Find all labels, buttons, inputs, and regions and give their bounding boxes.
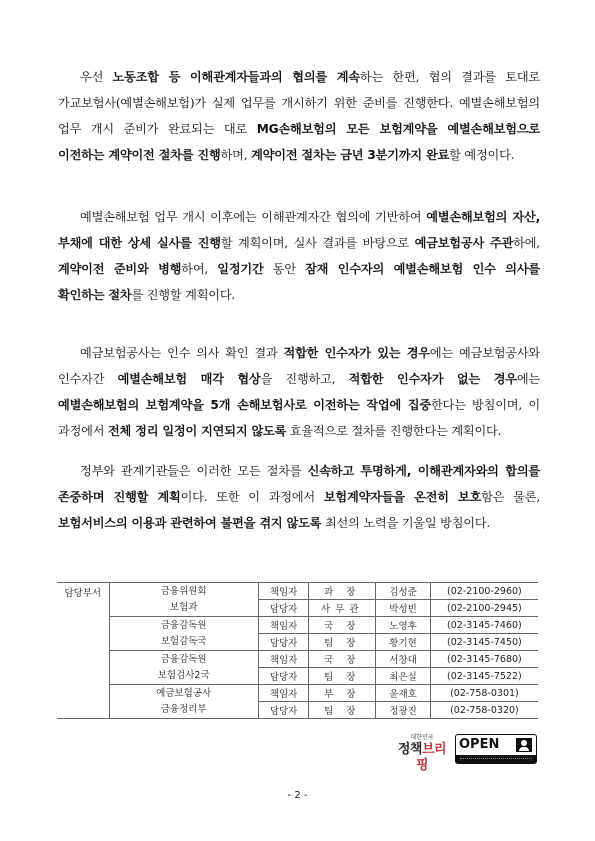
body-text: 함은 물론, (481, 490, 541, 504)
contact-phone: (02-3145-7680) (430, 651, 538, 668)
contact-title: 팀 장 (309, 668, 376, 685)
person-icon (516, 738, 532, 752)
bold-text: 예별손해보험 매각 협상 (117, 372, 261, 386)
paragraph-1 (58, 64, 540, 168)
contact-name: 윤재호 (376, 685, 431, 702)
body-text: 에는 예금보험공사와 인수자간 (58, 346, 540, 386)
page-number: - 2 - (287, 790, 308, 801)
bold-text: 노동조합 등 이해관계자들과의 협의를 계속 (112, 70, 360, 84)
bold-text: 일정기간 (217, 262, 264, 276)
department-label: 담당부서 (57, 583, 109, 719)
organization-line: 금융감독원 (160, 653, 207, 665)
body-text: 정부와 관계기관들은 이러한 모든 절차를 (80, 464, 308, 478)
organization-line: 보험과 (169, 601, 198, 613)
bold-text: 적합한 인수자가 없는 경우 (348, 372, 517, 386)
organization-cell (109, 583, 258, 617)
bold-text: 보험서비스의 이용과 관련하여 불편을 겪지 않도록 (58, 516, 322, 530)
body-text: 에는 (516, 372, 540, 386)
contact-row (57, 685, 538, 702)
bold-text: 계약이전 절차는 금년 3분기까지 완료 (251, 148, 450, 162)
body-text: 할 예정이다. (449, 148, 515, 162)
body-text: 한다는 방침이며, 이 과정에서 (58, 398, 540, 438)
body-text: 예금보험공사는 인수 의사 확인 결과 (80, 346, 284, 360)
contact-title: 사무관 (309, 600, 376, 617)
body-text: 할 계획이며, 실사 결과를 바탕으로 (220, 236, 415, 250)
contact-phone: (02-3145-7460) (430, 617, 538, 634)
contact-phone: (02-2100-2945) (430, 600, 538, 617)
paragraph-4 (58, 458, 540, 536)
body-text: 예별손해보험 업무 개시 이후에는 이해관계자간 협의에 기반하여 (80, 210, 427, 224)
contact-title: 과 장 (309, 583, 376, 600)
open-license-badge: OPEN (455, 734, 537, 764)
bold-text: 보험계약자들을 온전히 보호 (323, 490, 482, 504)
body-text: 이다. 또한 이 과정에서 (180, 490, 324, 504)
contact-phone: (02-758-0301) (430, 685, 538, 702)
contact-role: 담당자 (258, 634, 308, 651)
contact-name: 서창대 (376, 651, 431, 668)
contact-phone: (02-758-0320) (430, 702, 538, 719)
contact-role: 책임자 (258, 651, 308, 668)
contact-phone: (02-2100-2960) (430, 583, 538, 600)
contact-role: 책임자 (258, 617, 308, 634)
body-text: 하는 한편, 협의 결과를 토대로 가교보험사(예별손해보험)가 실제 업무를 개시하기 위한 준비를 진행한다. 예별손해보험의 업무 개시 준비가 완료되는 대로 (58, 70, 540, 136)
contact-row (57, 583, 538, 600)
body-text: 최선의 노력을 기울일 방침이다. (321, 516, 491, 530)
body-text: 하에, (513, 236, 540, 250)
organization-line: 금융감독원 (160, 619, 207, 631)
body-text: 을 진행하고, (260, 372, 349, 386)
body-text: 효율적으로 절차를 진행한다는 계획이다. (286, 424, 502, 438)
contact-title: 국 장 (309, 617, 376, 634)
bold-text: 예별손해보험의 보험계약을 5개 손해보험사로 이전하는 작업에 집중 (58, 398, 431, 412)
contact-name: 최은실 (376, 668, 431, 685)
contact-title: 부 장 (309, 685, 376, 702)
bold-text: 예별손해보험의 자산, 부채에 대한 상세 실사를 진행 (58, 210, 540, 250)
contact-role: 담당자 (258, 668, 308, 685)
contact-name: 박성빈 (376, 600, 431, 617)
body-text: 하며, (220, 148, 252, 162)
organization-cell (109, 617, 258, 651)
contact-name: 황기현 (376, 634, 431, 651)
contact-role: 담당자 (258, 702, 308, 719)
contact-title: 팀 장 (309, 702, 376, 719)
contact-name: 정광진 (376, 702, 431, 719)
organization-line: 금융위원회 (160, 585, 207, 597)
organization-line: 보험검사2국 (157, 669, 210, 681)
footer-logos (393, 734, 538, 773)
contact-name: 김성준 (376, 583, 431, 600)
bold-text: 신속하고 투명하게, 이해관계자와의 합의를 존중하며 진행할 계획 (58, 464, 540, 504)
body-text: 하여, (181, 262, 218, 276)
organization-line: 보험감독국 (160, 635, 207, 647)
bold-text: 계약이전 준비와 병행 (58, 262, 182, 276)
contacts-table (57, 582, 538, 719)
body-text: 를 진행할 계획이다. (131, 288, 236, 302)
organization-cell (109, 651, 258, 685)
contact-row (57, 651, 538, 668)
contact-role: 책임자 (258, 583, 308, 600)
organization-line: 예금보험공사 (156, 687, 212, 699)
organization-cell (109, 685, 258, 719)
contact-title: 국 장 (309, 651, 376, 668)
bold-text: 잠재 인수자의 예별손해보험 인수 의사를 확인하는 절차 (58, 262, 541, 302)
body-text: 동안 (263, 262, 306, 276)
bold-text: MG손해보험의 모든 보험계약을 예별손해보험으로 이전하는 계약이전 절차를 진행 (58, 122, 540, 162)
contact-phone: (02-3145-7522) (430, 668, 538, 685)
bold-text: 전체 정리 일정이 지연되지 않도록 (107, 424, 287, 438)
organization-line: 금융정리부 (160, 703, 207, 715)
contact-phone: (02-3145-7450) (430, 634, 538, 651)
contact-title: 팀 장 (309, 634, 376, 651)
body-text: 우선 (80, 70, 113, 84)
contact-name: 노영후 (376, 617, 431, 634)
bold-text: 적합한 인수자가 있는 경우 (283, 346, 430, 360)
contact-row (57, 617, 538, 634)
paragraph-3 (58, 340, 540, 444)
contact-role: 책임자 (258, 685, 308, 702)
bold-text: 예금보험공사 주관 (414, 236, 514, 250)
contact-role: 담당자 (258, 600, 308, 617)
license-strip (456, 755, 536, 763)
paragraph-2 (58, 204, 540, 308)
policy-briefing-logo: 대한민국 정책브리핑 (397, 734, 447, 773)
